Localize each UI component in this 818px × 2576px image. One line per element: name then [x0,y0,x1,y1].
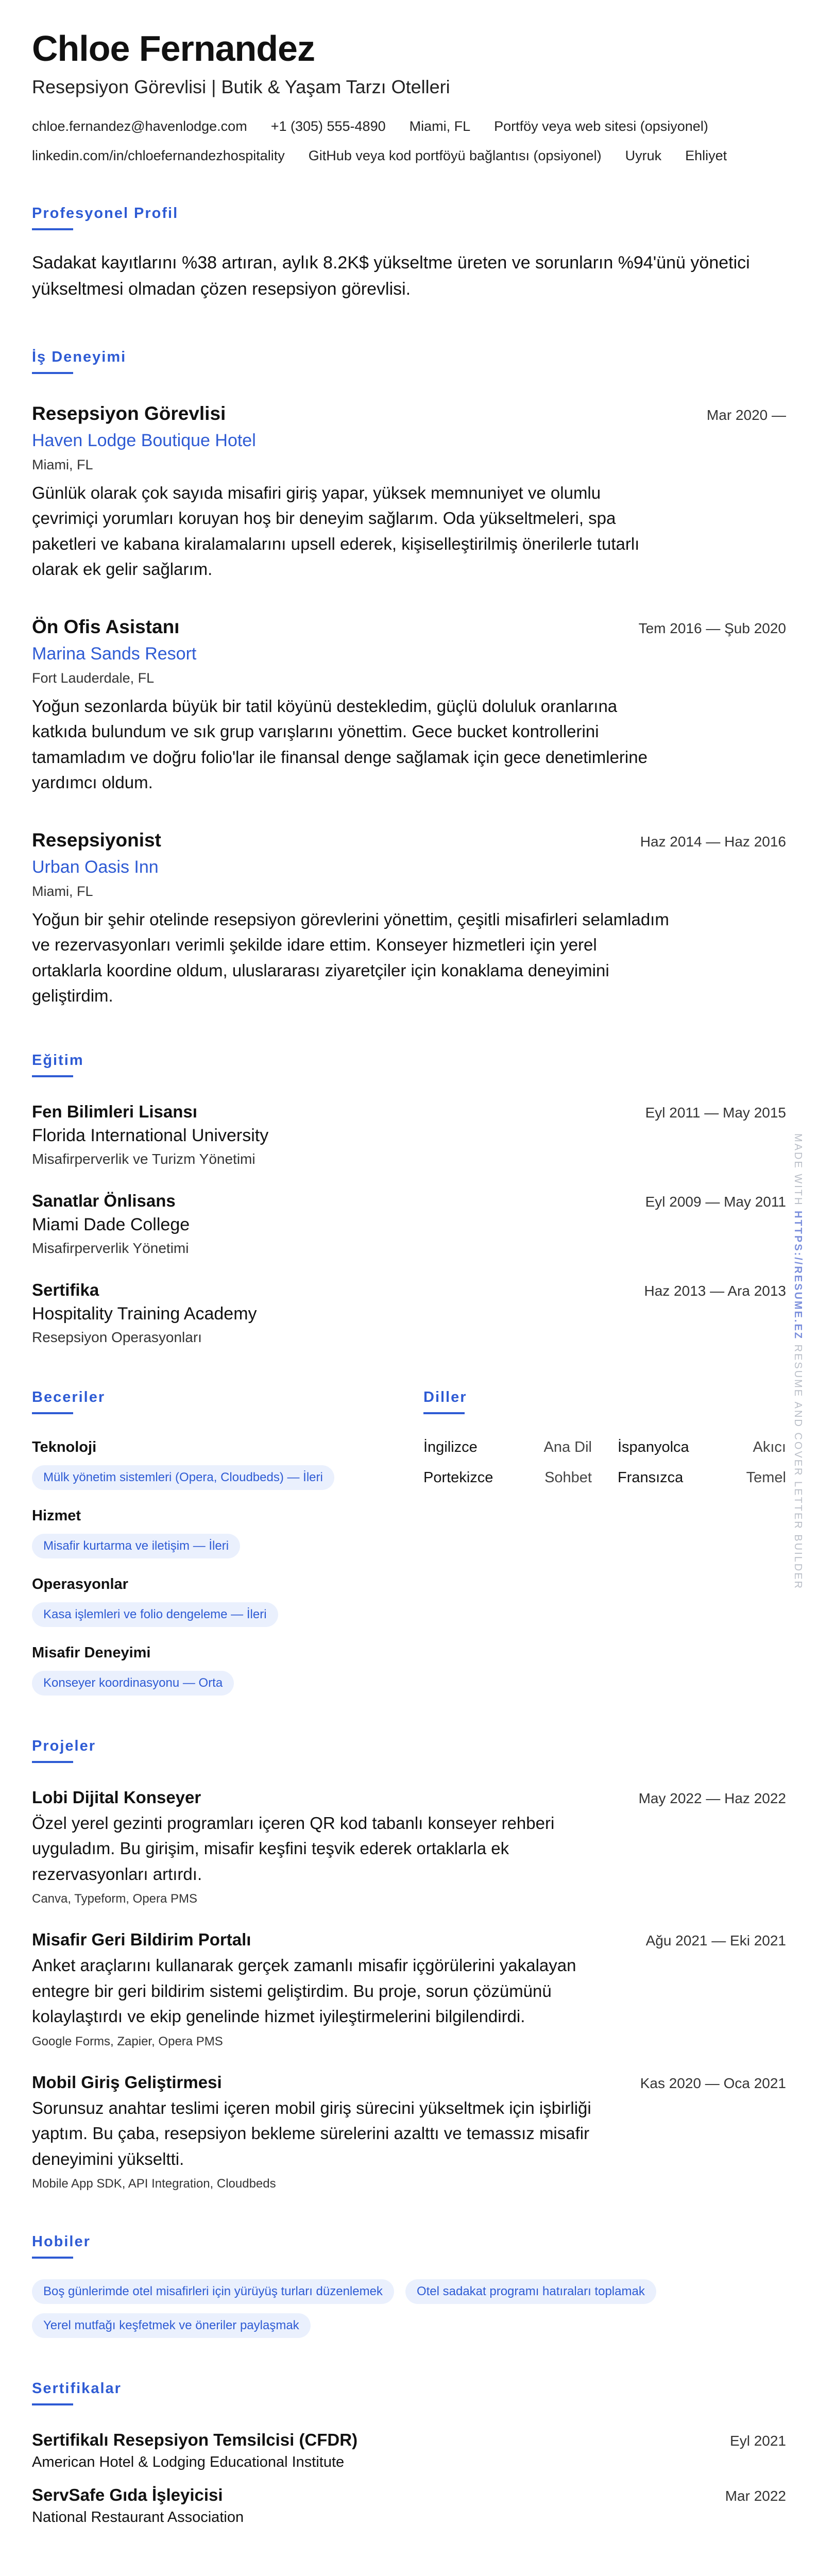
job-title: Ön Ofis Asistanı [32,616,180,637]
project-description: Anket araçlarını kullanarak gerçek zamanlı misafir içgörülerini yakalayan entegre bir geri bildirim sistemi geliştirdim. Bu proje, sorun çözümünü kolaylaştırdı ve ekip genelinde hizmet iyileştirmelerini bilgilendirdi. [32,1956,576,2026]
language-item [423,1439,592,1456]
hobby-pill: Yerel mutfağı keşfetmek ve öneriler paylaşmak [32,2313,311,2338]
section-divider [32,1761,73,1763]
project-description: Sorunsuz anahtar teslimi içeren mobil giriş sürecini yükseltmek için işbirliği yaptım. Bu çaba, resepsiyon bekleme sürelerini azalttı ve temassız misafir deneyimini yükseltti. [32,2098,591,2168]
hobby-pill: Boş günlerimde otel misafirleri için yürüyüş turları düzenlemek [32,2279,394,2304]
languages-column [423,1389,786,1696]
school-name: Hospitality Training Academy [32,1303,257,1324]
project-tech: Google Forms, Zapier, Opera PMS [32,2034,223,2048]
education-dates: Eyl 2011 — May 2015 [645,1104,786,1121]
hobby-pill: Otel sadakat programı hatıraları toplamak [405,2279,656,2304]
section-title: İş Deneyimi [32,348,127,365]
section-title: Sertifikalar [32,2380,122,2397]
job-description: Günlük olarak çok sayıda misafiri giriş yapar, yüksek memnuniyet ve olumlu çevrimiçi yorumları koruyan hoş bir deneyim sağlarım. Oda yükseltmeleri, spa paketleri ve kabana kiralamalarını upsell ederek, kişiselleştirilmiş önerilerle tutarlı olarak ek gelir sağlarım. [32,483,640,579]
degree-title: Sertifika [32,1280,99,1299]
section-divider [32,2403,73,2405]
language-item [423,1469,592,1486]
project-name: Misafir Geri Bildirim Portalı [32,1930,251,1949]
skill-pill: Kasa işlemleri ve folio dengeleme — İleri [32,1602,278,1627]
job-title: Resepsiyon Görevlisi [32,402,226,424]
company-name[interactable]: Haven Lodge Boutique Hotel [32,430,256,450]
experience-entry [32,403,786,582]
experience-entry [32,829,786,1009]
degree-title: Fen Bilimleri Lisansı [32,1101,197,1121]
language-name: İspanyolca [618,1438,689,1455]
project-entry [32,2073,786,2192]
resume-header [32,30,786,164]
watermark-suffix: RESUME AND COVER LETTER BUILDER [792,1344,804,1590]
project-tech: Mobile App SDK, API Integration, Cloudbeds [32,2177,276,2191]
certification-issuer: National Restaurant Association [32,2509,244,2526]
project-entry [32,1788,786,1907]
certification-entry [32,2485,786,2526]
skill-pill: Konseyer koordinasyonu — Orta [32,1671,234,1696]
education-dates: Haz 2013 — Ara 2013 [644,1282,786,1299]
skill-pill: Misafir kurtarma ve iletişim — İleri [32,1534,240,1558]
candidate-name: Chloe Fernandez [32,28,315,69]
section-title: Projeler [32,1737,96,1754]
profile-summary: Sadakat kayıtlarını %38 artıran, aylık 8.2K$ yükseltme üreten ve sorunların %94'ünü yönetici yükseltmesi olmadan çözen resepsiyon görevlisi. [32,252,750,299]
school-name: Florida International University [32,1125,269,1145]
study-field: Resepsiyon Operasyonları [32,1329,202,1345]
contact-phone[interactable]: +1 (305) 555-4890 [270,118,386,134]
experience-section [32,349,786,1009]
certification-issuer: American Hotel & Lodging Educational Institute [32,2454,345,2470]
education-entry [32,1280,786,1346]
language-level: Ana Dil [543,1438,592,1455]
language-level: Temel [746,1469,786,1486]
job-description: Yoğun sezonlarda büyük bir tatil köyünü destekledim, güçlü doluluk oranlarına katkıda bulundum ve sık grup varışlarını yönettim. Gece bucket kontrollerini tamamladım ve doğru folio'lar ile finansal denge sağlamak için gece denetimlerine yardımcı oldum. [32,696,647,792]
language-name: İngilizce [423,1438,478,1455]
language-level: Sohbet [544,1469,592,1486]
job-dates: Haz 2014 — Haz 2016 [640,833,786,850]
skill-category: Operasyonlar [32,1575,128,1592]
projects-section [32,1738,786,2192]
skill-group [32,1507,423,1558]
builder-watermark [792,1133,804,1590]
profile-section [32,205,786,302]
certification-date: Mar 2022 [725,2488,786,2504]
contact-nationality: Uyruk [625,147,662,163]
contact-email[interactable]: chloe.fernandez@havenlodge.com [32,118,247,134]
company-name[interactable]: Urban Oasis Inn [32,857,159,877]
hobbies-section [32,2233,786,2338]
project-dates: Kas 2020 — Oca 2021 [640,2075,786,2091]
section-divider [32,372,73,374]
skill-group [32,1576,423,1627]
section-divider [32,2257,73,2259]
job-location: Miami, FL [32,456,93,472]
contact-location: Miami, FL [409,118,471,134]
degree-title: Sanatlar Önlisans [32,1191,176,1210]
job-location: Miami, FL [32,883,93,899]
section-title: Hobiler [32,2233,91,2250]
job-description: Yoğun bir şehir otelinde resepsiyon görevlerini yönettim, çeşitli misafirleri selamladım ve rezervasyonları verimli şekilde idare ettim. Konseyer hizmetleri için yerel ortaklarla koordine oldum, uluslararası ziyaretçiler için konaklama deneyimini geliştirdim. [32,909,669,1005]
skill-pill: Mülk yönetim sistemleri (Opera, Cloudbeds) — İleri [32,1465,334,1490]
section-divider [32,1075,73,1077]
contact-github[interactable]: GitHub veya kod portföyü bağlantısı (opsiyonel) [308,147,602,163]
certification-name: Sertifikalı Resepsiyon Temsilcisi (CFDR) [32,2430,358,2449]
watermark-link[interactable]: HTTPS://RESUME.EZ [792,1211,804,1341]
skills-column [32,1389,423,1696]
school-name: Miami Dade College [32,1214,190,1234]
skill-category: Teknoloji [32,1438,97,1455]
project-name: Lobi Dijital Konseyer [32,1787,201,1807]
job-location: Fort Lauderdale, FL [32,670,155,686]
section-title: Profesyonel Profil [32,205,179,222]
skill-group [32,1439,423,1490]
job-title: Resepsiyonist [32,829,161,851]
skill-category: Hizmet [32,1507,81,1524]
language-item [618,1439,786,1456]
project-dates: May 2022 — Haz 2022 [638,1790,786,1806]
project-entry [32,1930,786,2049]
section-title: Eğitim [32,1052,84,1069]
language-name: Portekizce [423,1469,493,1486]
job-dates: Mar 2020 — [706,406,786,423]
certifications-section [32,2380,786,2526]
project-description: Özel yerel gezinti programları içeren QR kod tabanlı konseyer rehberi uyguladım. Bu girişim, misafir keşfini teşvik ederek ortaklarla ek rezervasyonları artırdı. [32,1813,555,1884]
watermark-prefix: MADE WITH [792,1133,804,1207]
language-level: Akıcı [753,1438,786,1455]
section-title: Diller [423,1388,467,1405]
education-dates: Eyl 2009 — May 2011 [645,1193,786,1210]
section-divider [32,228,73,230]
skill-group [32,1645,423,1696]
project-tech: Canva, Typeform, Opera PMS [32,1892,198,1906]
contact-license: Ehliyet [685,147,727,163]
education-section [32,1052,786,1346]
education-entry [32,1102,786,1167]
project-name: Mobil Giriş Geliştirmesi [32,2072,222,2092]
contact-list [32,118,784,164]
section-title: Beceriler [32,1388,106,1405]
skill-category: Misafir Deneyimi [32,1644,151,1661]
language-name: Fransızca [618,1469,684,1486]
contact-portfolio[interactable]: Portföy veya web sitesi (opsiyonel) [494,118,708,134]
job-dates: Tem 2016 — Şub 2020 [638,620,786,636]
education-entry [32,1191,786,1257]
language-item [618,1469,786,1486]
certification-date: Eyl 2021 [730,2433,786,2449]
project-dates: Ağu 2021 — Eki 2021 [645,1933,786,1948]
section-divider [32,1412,73,1414]
contact-linkedin[interactable]: linkedin.com/in/chloefernandezhospitality [32,147,285,163]
study-field: Misafirperverlik ve Turizm Yönetimi [32,1150,255,1167]
certification-entry [32,2430,786,2471]
experience-entry [32,616,786,795]
certification-name: ServSafe Gıda İşleyicisi [32,2485,223,2504]
skills-languages-section [32,1389,786,1696]
section-divider [423,1412,465,1414]
company-name[interactable]: Marina Sands Resort [32,643,197,664]
candidate-headline: Resepsiyon Görevlisi | Butik & Yaşam Tarzı Otelleri [32,76,450,97]
study-field: Misafirperverlik Yönetimi [32,1240,189,1256]
